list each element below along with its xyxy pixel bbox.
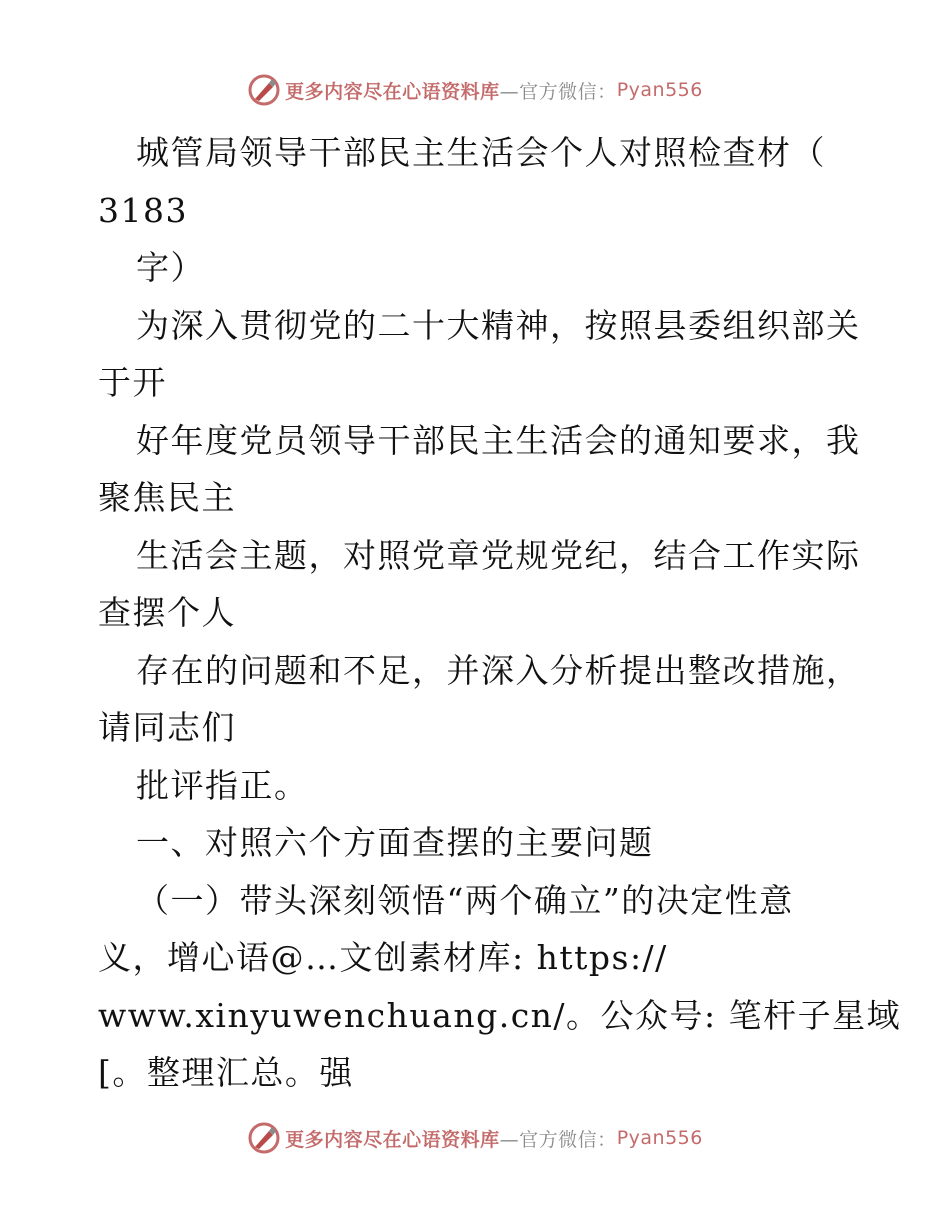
pen-logo-icon xyxy=(247,1121,281,1155)
body-line: 城管局领导干部民主生活会个人对照检查材（ xyxy=(136,133,826,172)
body-line: 聚焦民主 xyxy=(98,478,236,517)
document-body xyxy=(98,124,902,1102)
banner-main-text: 更多内容尽在心语资料库 xyxy=(285,80,500,103)
body-line: 为深入贯彻党的二十大精神，按照县委组织部关 xyxy=(136,305,861,345)
subsection-heading: （一）带头深刻领悟“两个确立”的决定性意 xyxy=(136,880,794,920)
body-line: 好年度党员领导干部民主生活会的通知要求，我 xyxy=(136,420,861,460)
banner-main-text: 更多内容尽在心语资料库 xyxy=(285,1128,500,1151)
body-line: 请同志们 xyxy=(98,708,236,747)
header-watermark-banner xyxy=(0,70,950,110)
banner-sub-text: —官方微信： xyxy=(499,80,617,103)
body-line: 义，增心语@…文创素材库: https:// xyxy=(98,938,668,977)
pen-logo-icon xyxy=(247,73,281,107)
footer-watermark-banner xyxy=(0,1118,950,1158)
body-line: 字） xyxy=(136,248,205,287)
banner-wechat-id: Pyan556 xyxy=(616,1127,703,1149)
section-heading: 一、对照六个方面查摆的主要问题 xyxy=(136,823,654,862)
body-line: 查摆个人 xyxy=(98,593,236,632)
body-line: [。整理汇总。强 xyxy=(98,1053,354,1092)
banner-wechat-id: Pyan556 xyxy=(616,79,703,101)
body-line: www.xinyuwenchuang.cn/。公众号: 笔杆子星域 xyxy=(98,995,902,1035)
body-line: 存在的问题和不足，并深入分析提出整改措施， xyxy=(136,650,861,690)
body-line: 3183 xyxy=(98,190,188,230)
banner-sub-text: —官方微信： xyxy=(499,1128,617,1151)
body-line: 生活会主题，对照党章党规党纪，结合工作实际 xyxy=(136,535,861,575)
body-line: 批评指正。 xyxy=(136,765,309,805)
body-line: 于开 xyxy=(98,363,167,402)
